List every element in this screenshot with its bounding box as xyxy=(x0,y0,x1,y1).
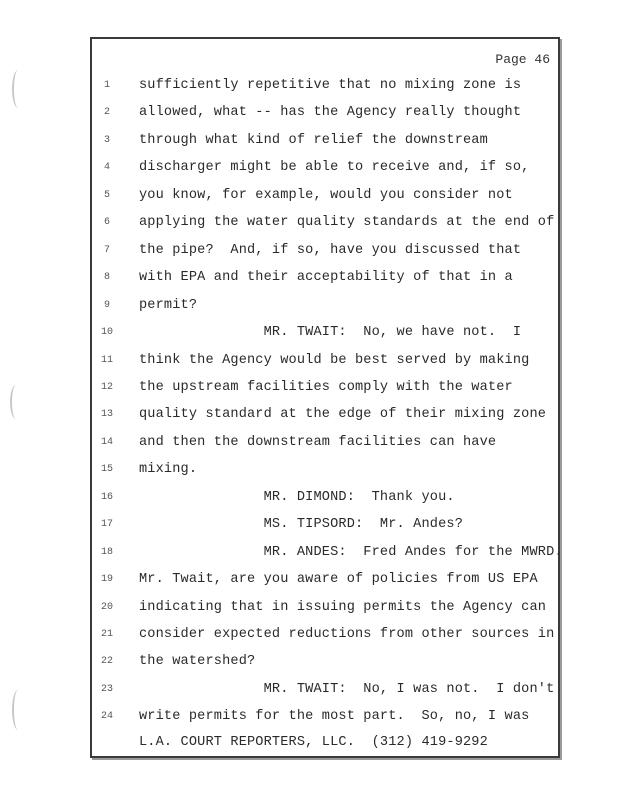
transcript-line xyxy=(92,462,558,486)
line-number: 9 xyxy=(103,299,110,311)
transcript-line xyxy=(92,490,558,514)
court-reporter-footer: L.A. COURT REPORTERS, LLC. (312) 419-9292 xyxy=(139,735,488,750)
line-text: with EPA and their acceptability of that in a xyxy=(139,270,513,286)
line-number: 5 xyxy=(103,189,110,201)
line-number: 11 xyxy=(100,354,113,366)
transcript-line xyxy=(92,298,558,322)
line-text: sufficiently repetitive that no mixing zone is xyxy=(139,78,522,93)
transcript-line xyxy=(92,160,558,184)
line-text: MS. TIPSORD: Mr. Andes? xyxy=(139,517,463,533)
transcript-line xyxy=(92,627,558,651)
line-number: 16 xyxy=(100,491,113,503)
line-number: 2 xyxy=(103,107,110,119)
line-text: allowed, what -- has the Agency really thought xyxy=(139,105,522,121)
transcript-line xyxy=(92,709,558,733)
line-number: 1 xyxy=(103,80,110,91)
line-text: Mr. Twait, are you aware of policies from US EPA xyxy=(139,572,538,588)
line-text: quality standard at the edge of their mixing zone xyxy=(139,407,547,423)
line-number: 24 xyxy=(100,711,113,723)
line-text: write permits for the most part. So, no, I was xyxy=(139,709,530,725)
line-text: indicating that in issuing permits the Agency can xyxy=(139,599,547,615)
line-text: discharger might be able to receive and, if so, xyxy=(139,160,530,176)
line-number: 13 xyxy=(100,409,113,421)
line-number: 15 xyxy=(100,464,113,476)
line-number: 20 xyxy=(100,601,113,613)
page-number: Page 46 xyxy=(495,52,550,67)
transcript-line xyxy=(92,517,558,541)
line-number: 7 xyxy=(103,244,110,256)
line-number: 21 xyxy=(100,629,113,640)
line-text: mixing. xyxy=(139,462,198,478)
line-text: MR. TWAIT: No, I was not. I don't xyxy=(139,681,555,697)
transcript-line xyxy=(92,243,558,267)
transcript-line xyxy=(92,544,563,569)
line-number: 8 xyxy=(103,272,110,284)
line-number: 4 xyxy=(103,162,110,174)
line-number: 18 xyxy=(100,546,113,558)
line-text: MR. ANDES: Fred Andes for the MWRD. xyxy=(139,544,563,560)
punch-hole-mark-bottom xyxy=(12,690,24,730)
line-text: you know, for example, would you consider not xyxy=(139,187,513,203)
line-text: the pipe? And, if so, have you discussed that xyxy=(139,242,522,258)
transcript-line xyxy=(92,353,558,377)
transcript-line xyxy=(92,215,558,239)
transcript-line xyxy=(92,435,558,459)
transcript-line xyxy=(92,78,558,102)
line-number: 12 xyxy=(100,381,113,393)
transcript-line xyxy=(92,407,558,431)
line-text: the upstream facilities comply with the water xyxy=(139,379,513,395)
line-number: 23 xyxy=(100,683,113,695)
line-number: 19 xyxy=(100,574,113,586)
line-number: 17 xyxy=(100,519,113,531)
transcript-line xyxy=(92,682,558,706)
line-text: permit? xyxy=(139,297,198,313)
transcript-line xyxy=(92,188,558,212)
transcript-line xyxy=(92,600,558,624)
line-number: 6 xyxy=(103,217,110,229)
line-number: 3 xyxy=(103,134,110,146)
line-text: applying the water quality standards at the end of xyxy=(139,215,555,231)
line-text: consider expected reductions from other sources in xyxy=(139,627,555,642)
line-number: 14 xyxy=(100,436,113,448)
line-text: and then the downstream facilities can have xyxy=(139,434,497,450)
transcript-line xyxy=(92,654,558,678)
line-text: think the Agency would be best served by making xyxy=(139,352,530,368)
transcript-line xyxy=(92,133,558,157)
transcript-line xyxy=(92,572,558,596)
punch-hole-mark-top xyxy=(12,70,24,108)
transcript-line xyxy=(92,380,558,404)
punch-hole-mark-middle xyxy=(10,385,22,419)
transcript-line xyxy=(92,105,558,129)
line-text: MR. TWAIT: No, we have not. I xyxy=(139,325,522,341)
transcript-line xyxy=(92,270,558,294)
line-number: 10 xyxy=(100,327,113,339)
line-number: 22 xyxy=(100,656,113,668)
transcript-line xyxy=(92,325,558,349)
line-text: MR. DIMOND: Thank you. xyxy=(139,489,455,505)
line-text: through what kind of relief the downstream xyxy=(139,132,488,148)
transcript-page xyxy=(90,37,563,758)
line-text: the watershed? xyxy=(139,654,256,670)
